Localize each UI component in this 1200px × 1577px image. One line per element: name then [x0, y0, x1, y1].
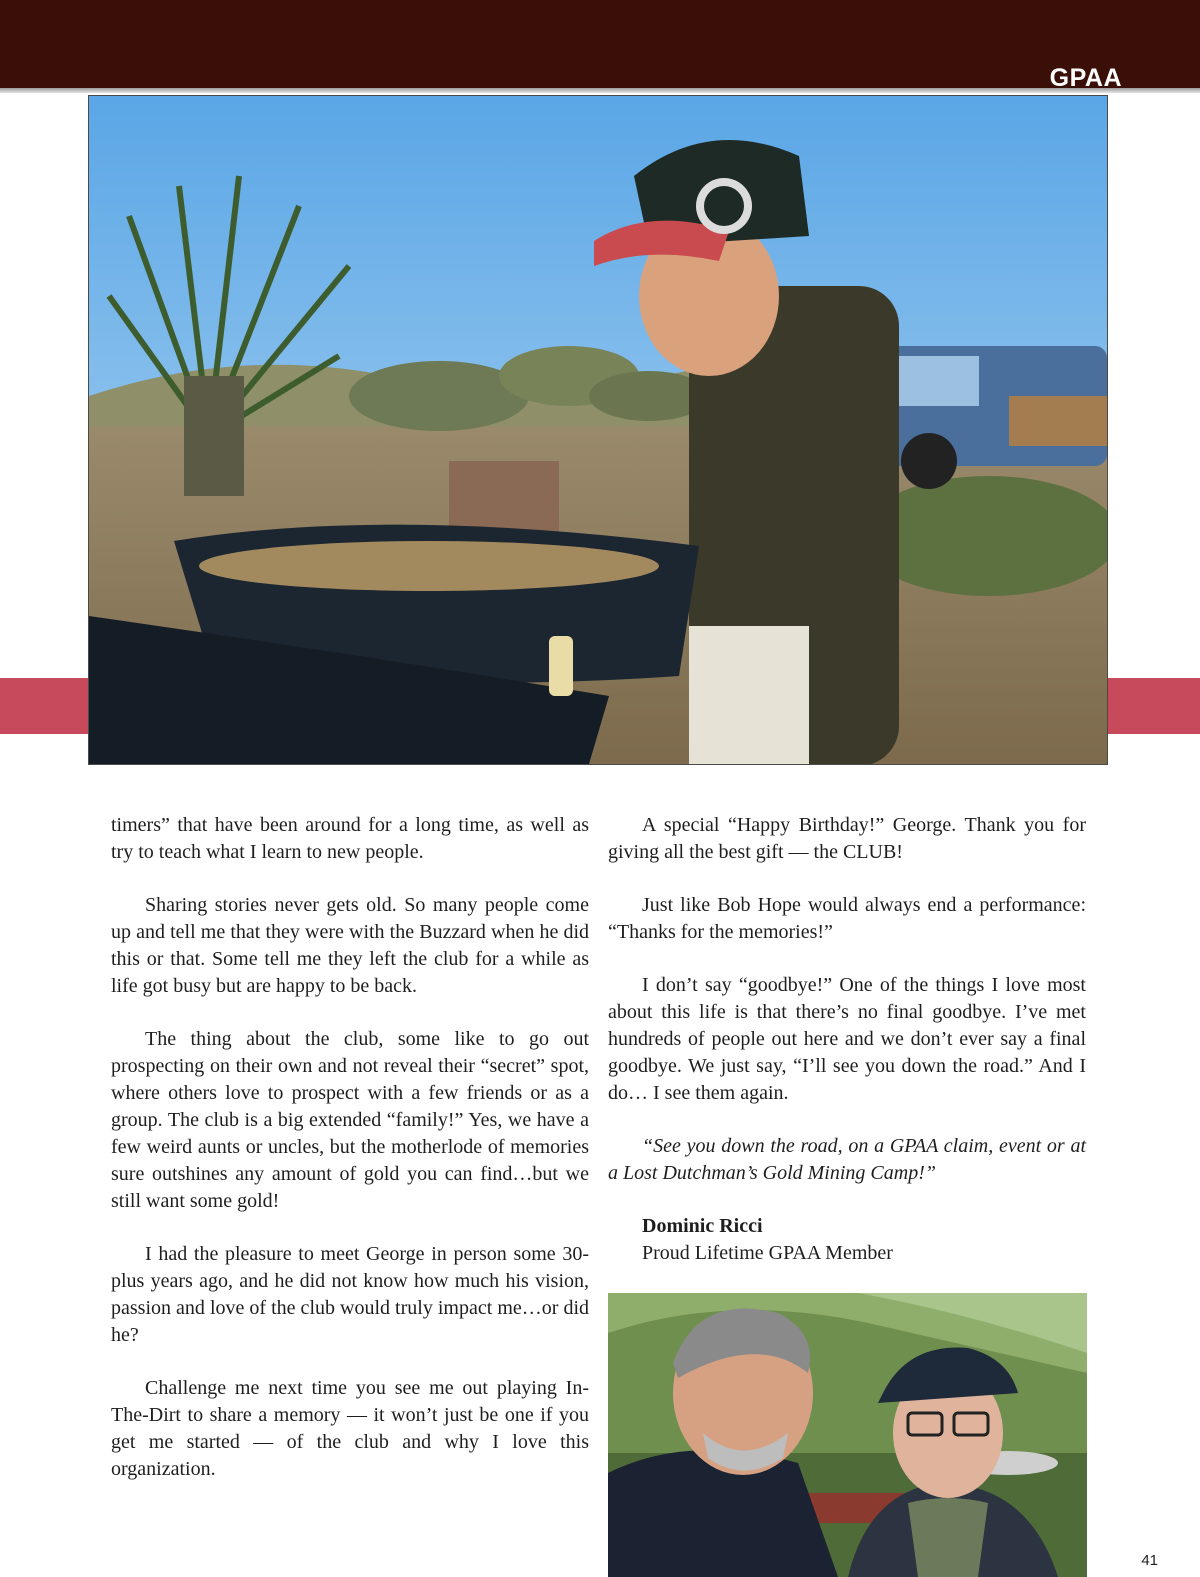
paragraph: Challenge me next time you see me out playing In-The-Dirt to share a memory — it won’t just be one if you get me started — of the club and why I love this organization.	[111, 1377, 589, 1480]
header-bar	[0, 0, 1200, 88]
brand-label: GPAA	[1049, 64, 1122, 92]
paragraph: I don’t say “goodbye!” One of the things I love most about this life is that there’s no final goodbye. I’ve met hundreds of people out here and we don’t ever say a final goodbye. We just say, “I’ll see you down the road.” And I do… I see them again.	[608, 974, 1086, 1104]
closing-quote: “See you down the road, on a GPAA claim, event or at a Lost Dutchman’s Gold Mining Camp!”	[608, 1135, 1086, 1184]
author-title: Proud Lifetime GPAA Member	[642, 1242, 893, 1264]
signature	[608, 1213, 1086, 1267]
paragraph: Sharing stories never gets old. So many people come up and tell me that they were with the Buzzard when he did this or that. Some tell me they left the club for a while as life got busy but are happy to be back.	[111, 894, 589, 997]
secondary-photo-illustration	[608, 1293, 1087, 1577]
right-column	[608, 812, 1086, 1293]
author-name: Dominic Ricci	[642, 1215, 763, 1237]
paragraph: Just like Bob Hope would always end a performance: “Thanks for the memories!”	[608, 894, 1086, 943]
main-photo-illustration	[89, 96, 1107, 764]
paragraph: I had the pleasure to meet George in person some 30-plus years ago, and he did not know how much his vision, passion and love of the club would truly impact me…or did he?	[111, 1243, 589, 1346]
page-number: 41	[1141, 1552, 1158, 1569]
paragraph: A special “Happy Birthday!” George. Thank you for giving all the best gift — the CLUB!	[608, 814, 1086, 863]
secondary-photo	[608, 1293, 1087, 1577]
paragraph: timers” that have been around for a long time, as well as try to teach what I learn to new people.	[111, 814, 589, 863]
header-shadow	[0, 88, 1200, 93]
paragraph: The thing about the club, some like to go out prospecting on their own and not reveal their “secret” spot, where others love to prospect with a few friends or as a group. The club is a big extended “family!” Yes, we have a few weird aunts or uncles, but the motherlode of memories sure outshines any amount of gold you can find…but we still want some gold!	[111, 1028, 589, 1212]
main-photo	[88, 95, 1108, 765]
left-column	[111, 812, 589, 1509]
